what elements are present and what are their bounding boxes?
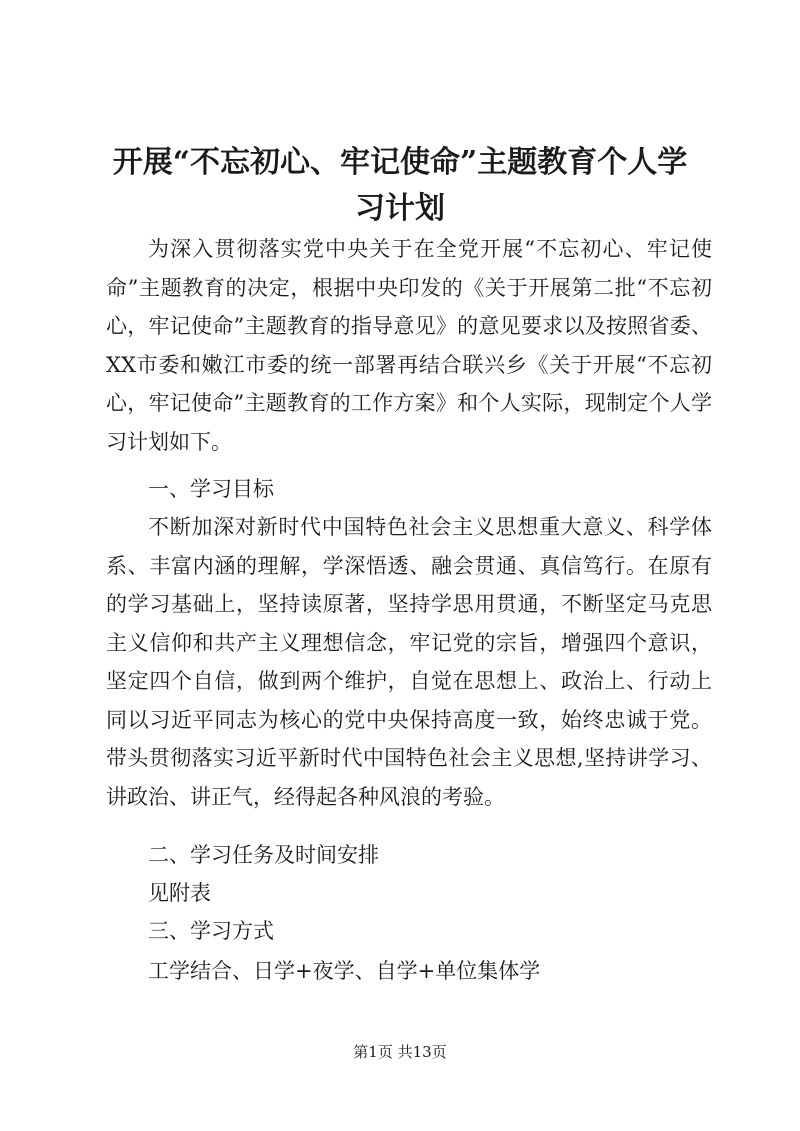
- document-title: 开展“不忘初心、牢记使命”主题教育个人学习计划: [112, 145, 688, 226]
- section-heading-method: 三、学习方式: [148, 919, 274, 943]
- intro-paragraph: 为深入贯彻落实党中央关于在全党开展“不忘初心、牢记使命”主题教育的决定，根据中央印发的《关于开展第二批“不忘初心，牢记使命”主题教育的指导意见》的意见要求以及按照省委、XX市委和嫩江市委的统一部署再结合联兴乡《关于开展“不忘初心，牢记使命”主题教育的工作方案》和个人实际，现制定个人学习计划如下。: [106, 237, 712, 454]
- section-text-method: 工学结合、日学+夜学、自学+单位集体学: [148, 959, 541, 983]
- section-text-tasks: 见附表: [148, 881, 211, 905]
- page-number-footer: 第1页 共13页: [353, 1043, 447, 1061]
- section-heading-tasks: 二、学习任务及时间安排: [148, 843, 379, 867]
- section-text-goals: 不断加深对新时代中国特色社会主义思想重大意义、科学体系、丰富内涵的理解，学深悟透、融会贯通、真信笃行。在原有的学习基础上，坚持读原著，坚持学思用贯通，不断坚定马克思主义信仰和共产主义理想信念，牢记党的宗旨，增强四个意识，坚定四个自信，做到两个维护，自觉在思想上、政治上、行动上同以习近平同志为核心的党中央保持高度一致，始终忠诚于党。带头贯彻落实习近平新时代中国特色社会主义思想,坚持讲学习、讲政治、讲正气，经得起各种风浪的考验。: [106, 515, 712, 809]
- section-heading-goals: 一、学习目标: [148, 477, 274, 501]
